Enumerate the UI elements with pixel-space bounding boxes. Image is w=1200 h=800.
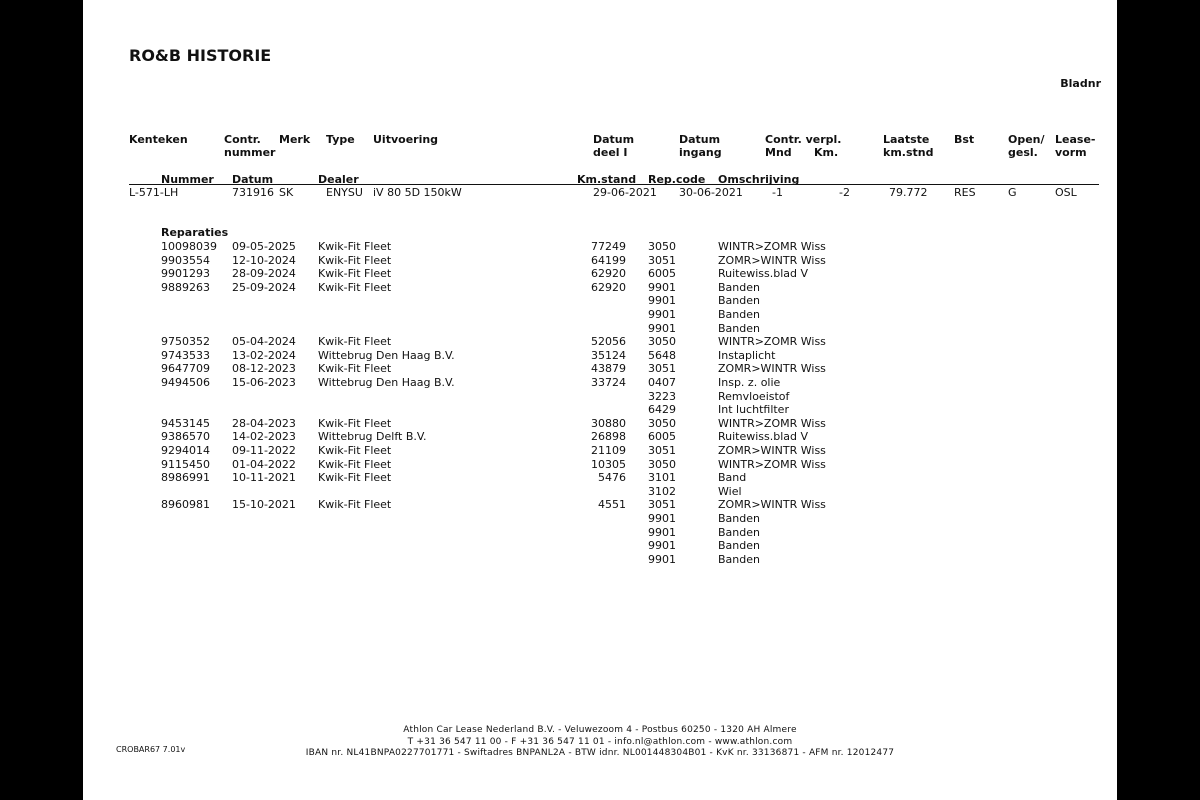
header-bst: Bst [954,133,975,146]
header-open-1: Open/ [1008,133,1045,146]
repair-nummer: 9115450 [161,457,210,471]
vehicle-datum-deel-1: 29-06-2021 [593,186,657,199]
header-datum: Datum [232,173,274,186]
header-datum-ingang-2: ingang [679,146,722,159]
repair-dealer: Kwik-Fit Fleet [318,362,392,376]
repair-code: 5648 [648,348,676,362]
repair-code: 0407 [648,376,676,389]
header-lease-2: vorm [1055,146,1087,159]
header-dealer: Dealer [318,173,359,186]
repair-code: 9901 [648,294,676,308]
repair-datum: 09-11-2022 [232,444,296,457]
repair-nummer: 9901293 [161,267,210,281]
repair-km: 33724 [591,376,626,389]
repair-omschrijving: ZOMR>WINTR Wiss [718,362,826,376]
header-divider [129,184,1099,185]
footer-address: Athlon Car Lease Nederland B.V. - Veluwezoom 4 - Postbus 60250 - 1320 AH Almere [403,725,797,735]
footer-contact: T +31 36 547 11 00 - F +31 36 547 11 01 - info.nl@athlon.com - www.athlon.com [407,737,793,747]
header-nummer: Nummer [161,173,214,186]
repair-km: 10305 [591,457,626,471]
repair-datum: 28-04-2023 [232,416,296,430]
header-km: Km. [814,146,839,159]
repair-code: 9901 [648,552,676,566]
vehicle-mnd: -1 [772,186,783,199]
repair-nummer: 9750352 [161,335,210,349]
repair-omschrijving: Instaplicht [718,348,776,362]
repair-nummer: 9743533 [161,348,210,362]
repair-km: 26898 [591,430,626,444]
repair-code: 9901 [648,525,676,539]
repair-omschrijving: Int luchtfilter [718,403,789,417]
version-label: CROBAR67 7.01v [116,745,186,754]
header-kmstand: Km.stand [577,173,637,186]
repair-nummer: 9647709 [161,362,210,376]
header-laatste-1: Laatste [883,133,930,146]
repair-code: 3051 [648,498,676,512]
vehicle-merk: SK [279,186,294,199]
vehicle-kenteken: L-571-LH [129,186,179,199]
repair-datum: 01-04-2022 [232,457,296,471]
repair-datum: 05-04-2024 [232,335,296,349]
vehicle-uitvoering: iV 80 5D 150kW [373,186,462,199]
repair-code: 9901 [648,321,676,335]
header-lease-1: Lease- [1055,133,1096,146]
repair-datum: 25-09-2024 [232,280,296,294]
header-repcode: Rep.code [648,173,706,186]
repair-omschrijving: WINTR>ZOMR Wiss [718,416,826,430]
header-uitvoering: Uitvoering [373,133,439,146]
repair-datum: 08-12-2023 [232,362,296,376]
repair-omschrijving: Wiel [718,484,742,498]
repair-datum: 12-10-2024 [232,253,296,267]
repair-omschrijving: Banden [718,512,760,525]
vehicle-km: -2 [839,186,850,199]
reparaties-heading: Reparaties [161,226,229,239]
repair-code: 3101 [648,471,676,485]
header-type: Type [326,133,355,146]
repair-dealer: Kwik-Fit Fleet [318,280,392,294]
repair-dealer: Kwik-Fit Fleet [318,471,392,485]
repair-km: 52056 [591,335,626,349]
header-kenteken: Kenteken [129,133,188,146]
repair-km: 64199 [591,253,626,267]
vehicle-laatste-km: 79.772 [889,186,928,199]
bladnr-label: Bladnr [1060,77,1101,90]
repair-km: 62920 [591,280,626,294]
repair-omschrijving: Remvloeistof [718,389,790,403]
repair-datum: 28-09-2024 [232,267,296,281]
repair-omschrijving: WINTR>ZOMR Wiss [718,457,826,471]
repair-omschrijving: Banden [718,321,760,335]
repair-km: 62920 [591,267,626,281]
repair-omschrijving: Ruitewiss.blad V [718,430,809,444]
header-datum-deel-2: deel I [593,146,628,159]
repair-code: 6005 [648,267,676,281]
repair-code: 3102 [648,484,676,498]
repair-omschrijving: Banden [718,308,760,321]
repair-nummer: 9889263 [161,280,210,294]
repair-nummer: 9494506 [161,376,210,389]
repair-dealer: Kwik-Fit Fleet [318,498,392,512]
repair-omschrijving: ZOMR>WINTR Wiss [718,253,826,267]
repair-code: 3050 [648,457,676,471]
repair-dealer: Kwik-Fit Fleet [318,253,392,267]
repair-dealer: Kwik-Fit Fleet [318,457,392,471]
repair-km: 30880 [591,416,626,430]
repair-omschrijving: ZOMR>WINTR Wiss [718,498,826,512]
repair-km: 4551 [598,498,626,512]
repair-code: 9901 [648,280,676,294]
repair-omschrijving: Banden [718,539,760,553]
vehicle-open-gesl: G [1008,186,1017,199]
header-mnd: Mnd [765,146,792,159]
repair-dealer: Kwik-Fit Fleet [318,267,392,281]
header-contr-verpl: Contr. verpl. [765,133,842,146]
repair-omschrijving: WINTR>ZOMR Wiss [718,335,826,349]
repair-code: 3223 [648,389,676,403]
repair-km: 35124 [591,348,626,362]
repair-nummer: 9386570 [161,430,210,444]
repair-nummer: 10098039 [161,240,217,253]
repair-code: 3051 [648,253,676,267]
repair-omschrijving: Banden [718,525,760,539]
repair-dealer: Kwik-Fit Fleet [318,444,392,457]
repair-nummer: 9903554 [161,253,210,267]
repair-omschrijving: Band [718,471,747,485]
repair-code: 3050 [648,335,676,349]
header-open-2: gesl. [1008,146,1038,159]
repair-omschrijving: Insp. z. olie [718,376,781,389]
repair-km: 5476 [598,471,626,485]
repair-km: 43879 [591,362,626,376]
repair-dealer: Kwik-Fit Fleet [318,416,392,430]
repair-code: 9901 [648,512,676,525]
repair-omschrijving: Banden [718,552,760,566]
repair-omschrijving: Banden [718,294,760,308]
repair-dealer: Wittebrug Den Haag B.V. [318,348,455,362]
vehicle-type: ENYSU [326,186,363,199]
repair-omschrijving: WINTR>ZOMR Wiss [718,240,826,253]
vehicle-contract: 731916 [232,186,274,199]
repair-omschrijving: Banden [718,280,760,294]
repair-dealer: Wittebrug Delft B.V. [318,430,427,444]
repair-datum: 13-02-2024 [232,348,296,362]
repair-code: 9901 [648,539,676,553]
header-omschrijving: Omschrijving [718,173,800,186]
header-merk: Merk [279,133,311,146]
repair-datum: 15-06-2023 [232,376,296,389]
header-datum-ingang-1: Datum [679,133,721,146]
repair-omschrijving: Ruitewiss.blad V [718,267,809,281]
page-title: RO&B HISTORIE [129,46,272,65]
repair-dealer: Kwik-Fit Fleet [318,240,392,253]
repair-datum: 15-10-2021 [232,498,296,512]
repair-code: 3051 [648,444,676,457]
repair-code: 3050 [648,240,676,253]
repair-nummer: 8986991 [161,471,210,485]
repair-nummer: 8960981 [161,498,210,512]
header-nummer-top: nummer [224,146,276,159]
repair-code: 6005 [648,430,676,444]
repair-datum: 10-11-2021 [232,471,296,485]
repair-nummer: 9453145 [161,416,210,430]
document-page [83,0,1117,800]
repair-datum: 14-02-2023 [232,430,296,444]
repair-code: 3051 [648,362,676,376]
repair-km: 77249 [591,240,626,253]
footer-bank: IBAN nr. NL41BNPA0227701771 - Swiftadres BNPANL2A - BTW idnr. NL001448304B01 - KvK nr. 33136871 - AFM nr. 12012477 [305,748,895,758]
header-laatste-2: km.stnd [883,146,934,159]
repair-dealer: Kwik-Fit Fleet [318,335,392,349]
repair-code: 6429 [648,403,676,417]
vehicle-datum-ingang: 30-06-2021 [679,186,743,199]
repair-nummer: 9294014 [161,444,210,457]
vehicle-leasevorm: OSL [1055,186,1077,199]
repair-datum: 09-05-2025 [232,240,296,253]
repair-code: 3050 [648,416,676,430]
vehicle-bst: RES [954,186,976,199]
repair-code: 9901 [648,308,676,321]
header-datum-deel-1: Datum [593,133,635,146]
repair-omschrijving: ZOMR>WINTR Wiss [718,444,826,457]
header-contr: Contr. [224,133,261,146]
repair-km: 21109 [591,444,626,457]
repair-dealer: Wittebrug Den Haag B.V. [318,376,455,389]
